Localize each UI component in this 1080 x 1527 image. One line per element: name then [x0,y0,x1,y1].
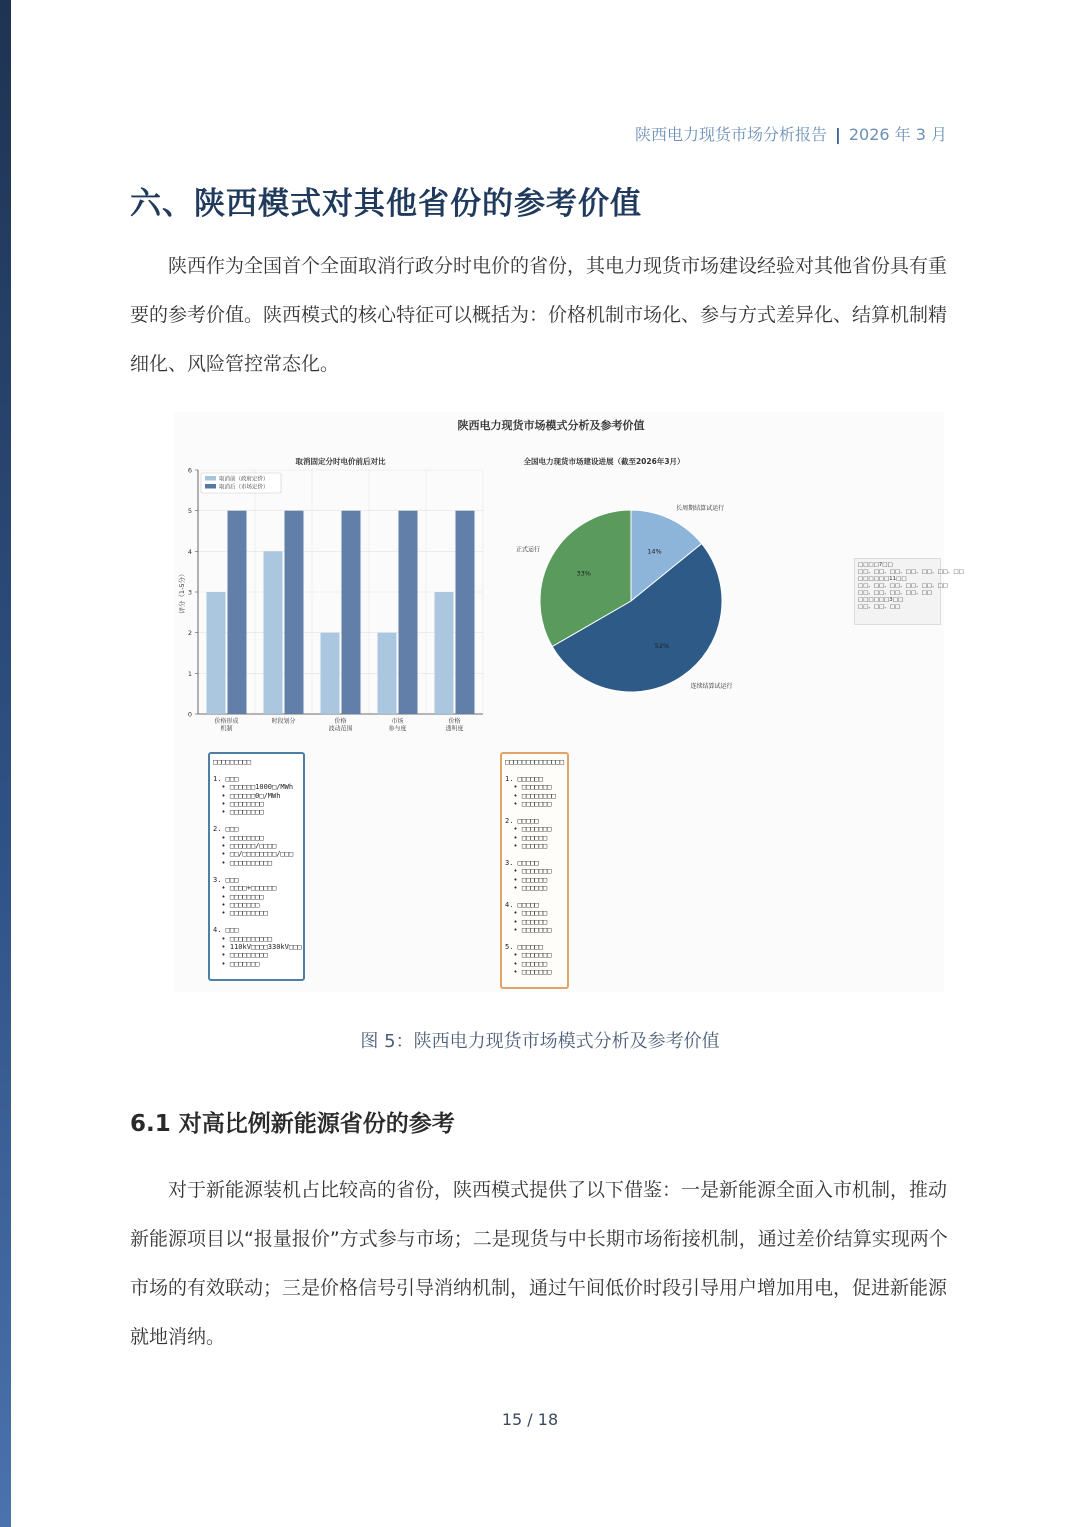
pie-chart-title: 全国电力现货市场建设进展（截至2026年3月） [523,457,685,466]
pie-percent-label: 33% [576,569,591,578]
x-tick-label: 价格形成 [214,718,239,725]
x-tick-label: 透明度 [445,725,464,733]
bar-after [456,511,475,714]
legend-label: 取消后（市场定价） [219,484,269,491]
bar-chart-title: 取消固定分时电价前后对比 [295,457,386,466]
bar-before [321,633,340,714]
header-report-title: 陕西电力现货市场分析报告 [634,125,827,144]
x-tick-label: 市场 [391,718,404,725]
bar-after [342,511,361,714]
reference-value-box: □□□□□□□□□□□□□□ 1. □□□□□□ • □□□□□□□ • □□□□□□□□ • □□□□□□□ 2. □□□□□ • □□□□□□□ • □□□□□□ • □□□□□□ 3. □□□□□ • □□□□□□□ • □□□□□□ • □□□□□□ 4. □□□□□ • □□□□□□ • □□□□□□ • □□□□□□□ 5. □□□□□□ • □□□□□□□ • □□□□□□ • □□□□□□□ [500,752,569,989]
running-header [635,122,947,145]
figure-caption: 图 5：陕西电力现货市场模式分析及参考价值 [360,1031,720,1052]
y-tick-label: 4 [187,547,192,556]
legend-swatch [205,484,216,489]
x-tick-label: 价格 [334,718,347,725]
pie-chart [504,452,834,742]
bar-after [228,511,247,714]
header-separator: | [834,125,841,144]
x-tick-label: 机制 [220,725,233,733]
figure-title: 陕西电力现货市场模式分析及参考价值 [457,419,645,432]
bar-after [399,511,418,714]
page-number: 15 / 18 [501,1410,559,1429]
y-tick-label: 0 [187,710,192,719]
y-axis-label: 评分（1-5分） [178,570,186,614]
y-tick-label: 1 [187,669,192,678]
x-tick-label: 参与度 [388,725,407,733]
bar-chart [174,452,504,782]
bar-before [264,551,283,714]
pie-percent-label: 52% [654,641,670,650]
pie-slice-label: 长周期结算试运行 [676,504,725,512]
section-title: 六、陕西模式对其他省份的参考价值 [130,186,642,222]
y-tick-label: 2 [187,629,192,638]
legend-note-box: □□□□7□□ □□、□□、□□、□□、□□、□□、□□ □□□□□□11□□ □□、□□、□□、□□、□□、□□ □□、□□、□□、□□、□□ □□□□□□3□□ □□、□□、□□ [854,558,941,625]
legend-label: 取消前（政府定价） [219,476,269,483]
subsection-title: 6.1 对高比例新能源省份的参考 [130,1111,455,1137]
y-tick-label: 5 [187,507,192,516]
bar-before [378,633,397,714]
left-accent-bar [0,0,11,1527]
pie-percent-label: 14% [647,547,662,556]
bar-before [207,592,226,714]
x-tick-label: 波动范围 [328,725,353,733]
header-date: 2026 年 3 月 [848,125,947,144]
pie-slice-label: 连续结算试运行 [690,682,733,690]
bar-after [285,511,304,714]
legend-swatch [205,476,216,481]
bar-before [435,592,454,714]
figure-panel [174,412,964,992]
subsection-paragraph: 对于新能源装机占比较高的省份，陕西模式提供了以下借鉴：一是新能源全面入市机制，推动新能源项目以“报量报价”方式参与市场；二是现货与中长期市场衔接机制，通过差价结算实现两个市场的有效联动；三是价格信号引导消纳机制，通过午间低价时段引导用户增加用电，促进新能源就地消纳。 [130,1179,948,1348]
y-tick-label: 6 [187,466,192,475]
shaanxi-features-box: □□□□□□□□□ 1. □□□ • □□□□□□1000□/MWh • □□□□□□0□/MWh • □□□□□□□□ • □□□□□□□□ 2. □□□ • □□□□□□□□ • □□□□□□/□□□□ • □□/□□□□□□□□/□□□ • □□□□□□□□□□ 3. □□□ • □□□□+□□□□□□ • □□□□□□□□ • □□□□□□□ • □□□□□□□□□ 4. □□□ • □□□□□□□□□□ • 110kV□□□□330kV□□□ • □□□□□□□□□ • □□□□□□□ [208,752,305,981]
intro-paragraph: 陕西作为全国首个全面取消行政分时电价的省份，其电力现货市场建设经验对其他省份具有重要的参考价值。陕西模式的核心特征可以概括为：价格机制市场化、参与方式差异化、结算机制精细化、风险管控常态化。 [130,255,948,375]
y-tick-label: 3 [187,588,192,597]
pie-slice-label: 正式运行 [516,546,541,554]
bar-legend [201,473,281,493]
x-tick-label: 时段划分 [271,718,296,725]
x-tick-label: 价格 [448,718,461,725]
